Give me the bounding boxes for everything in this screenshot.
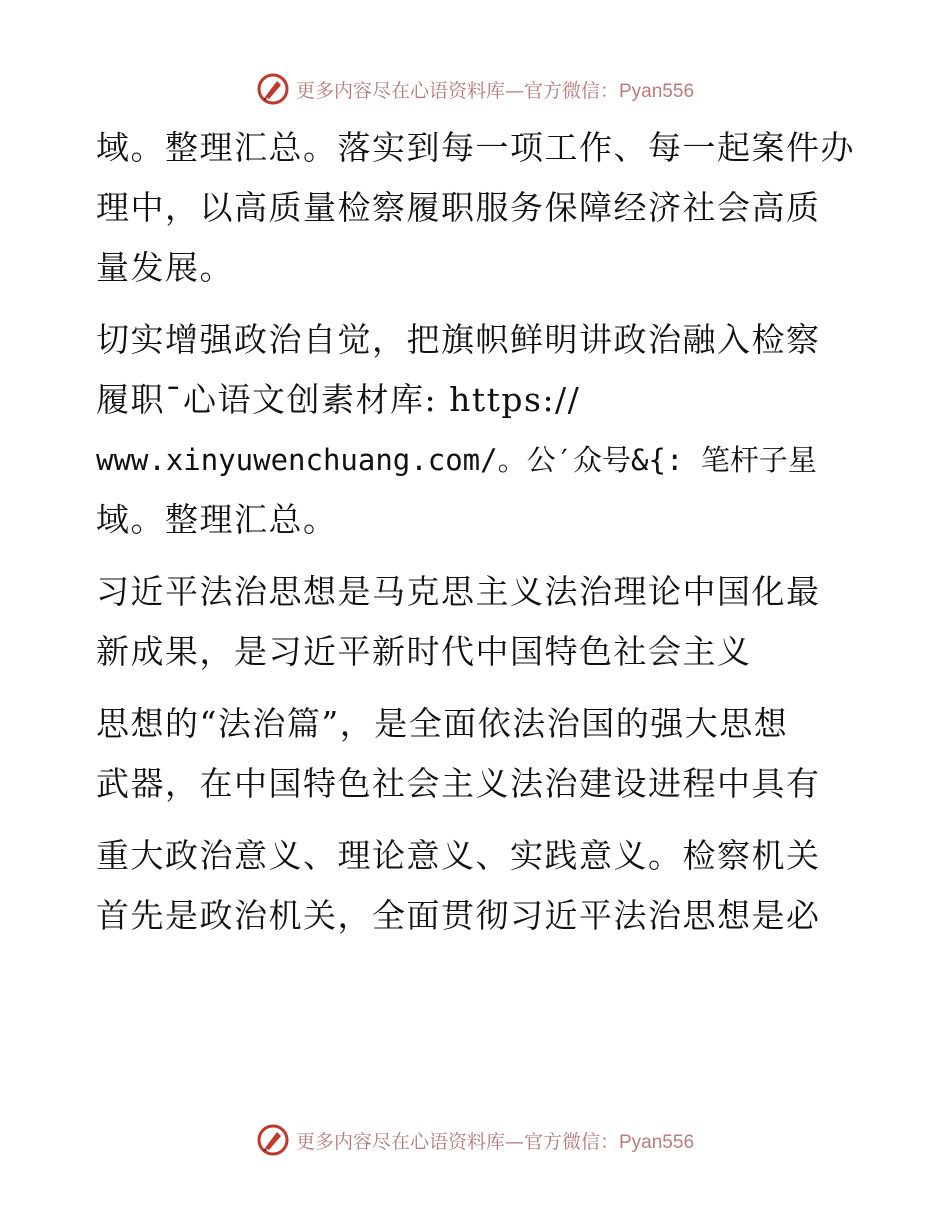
footer-banner bbox=[0, 1123, 950, 1157]
banner-text-cn: 更多内容尽在心语资料库—官方微信： bbox=[295, 1130, 619, 1153]
header-banner bbox=[0, 72, 950, 106]
text-line: 切实增强政治自觉，把旗帜鲜明讲政治融入检察 bbox=[96, 320, 821, 359]
text-line: 习近平法治思想是马克思主义法治理论中国化最 bbox=[96, 572, 821, 611]
text-line: 武器，在中国特色社会主义法治建设进程中具有 bbox=[96, 764, 821, 803]
text-line: 重大政治意义、理论意义、实践意义。检察机关 bbox=[96, 836, 821, 875]
text-line: 域。整理汇总。 bbox=[96, 500, 338, 539]
banner-text-cn: 更多内容尽在心语资料库—官方微信： bbox=[295, 79, 619, 102]
pen-logo-icon bbox=[256, 1123, 290, 1157]
document-body bbox=[96, 124, 876, 952]
banner-wechat-id: Pyan556 bbox=[619, 1131, 695, 1153]
banner-text bbox=[296, 1127, 694, 1154]
text-line: 思想的“法治篇”，是全面依法治国的强大思想 bbox=[96, 704, 789, 743]
text-line-url: www.xinyuwenchuang.com/。公′众号&{: 笔杆子星 bbox=[96, 443, 817, 477]
pen-logo-icon bbox=[256, 72, 290, 106]
text-line: 理中，以高质量检察履职服务保障经济社会高质 bbox=[96, 188, 821, 227]
text-line: 域。整理汇总。落实到每一项工作、每一起案件办 bbox=[96, 128, 855, 167]
text-line: 新成果，是习近平新时代中国特色社会主义 bbox=[96, 632, 752, 671]
text-line: 首先是政治机关，全面贯彻习近平法治思想是必 bbox=[96, 896, 821, 935]
text-line: 量发展。 bbox=[96, 248, 234, 287]
banner-wechat-id: Pyan556 bbox=[619, 80, 695, 102]
text-line: 履职¯心语文创素材库: https:// bbox=[96, 380, 581, 419]
banner-text bbox=[296, 76, 694, 103]
